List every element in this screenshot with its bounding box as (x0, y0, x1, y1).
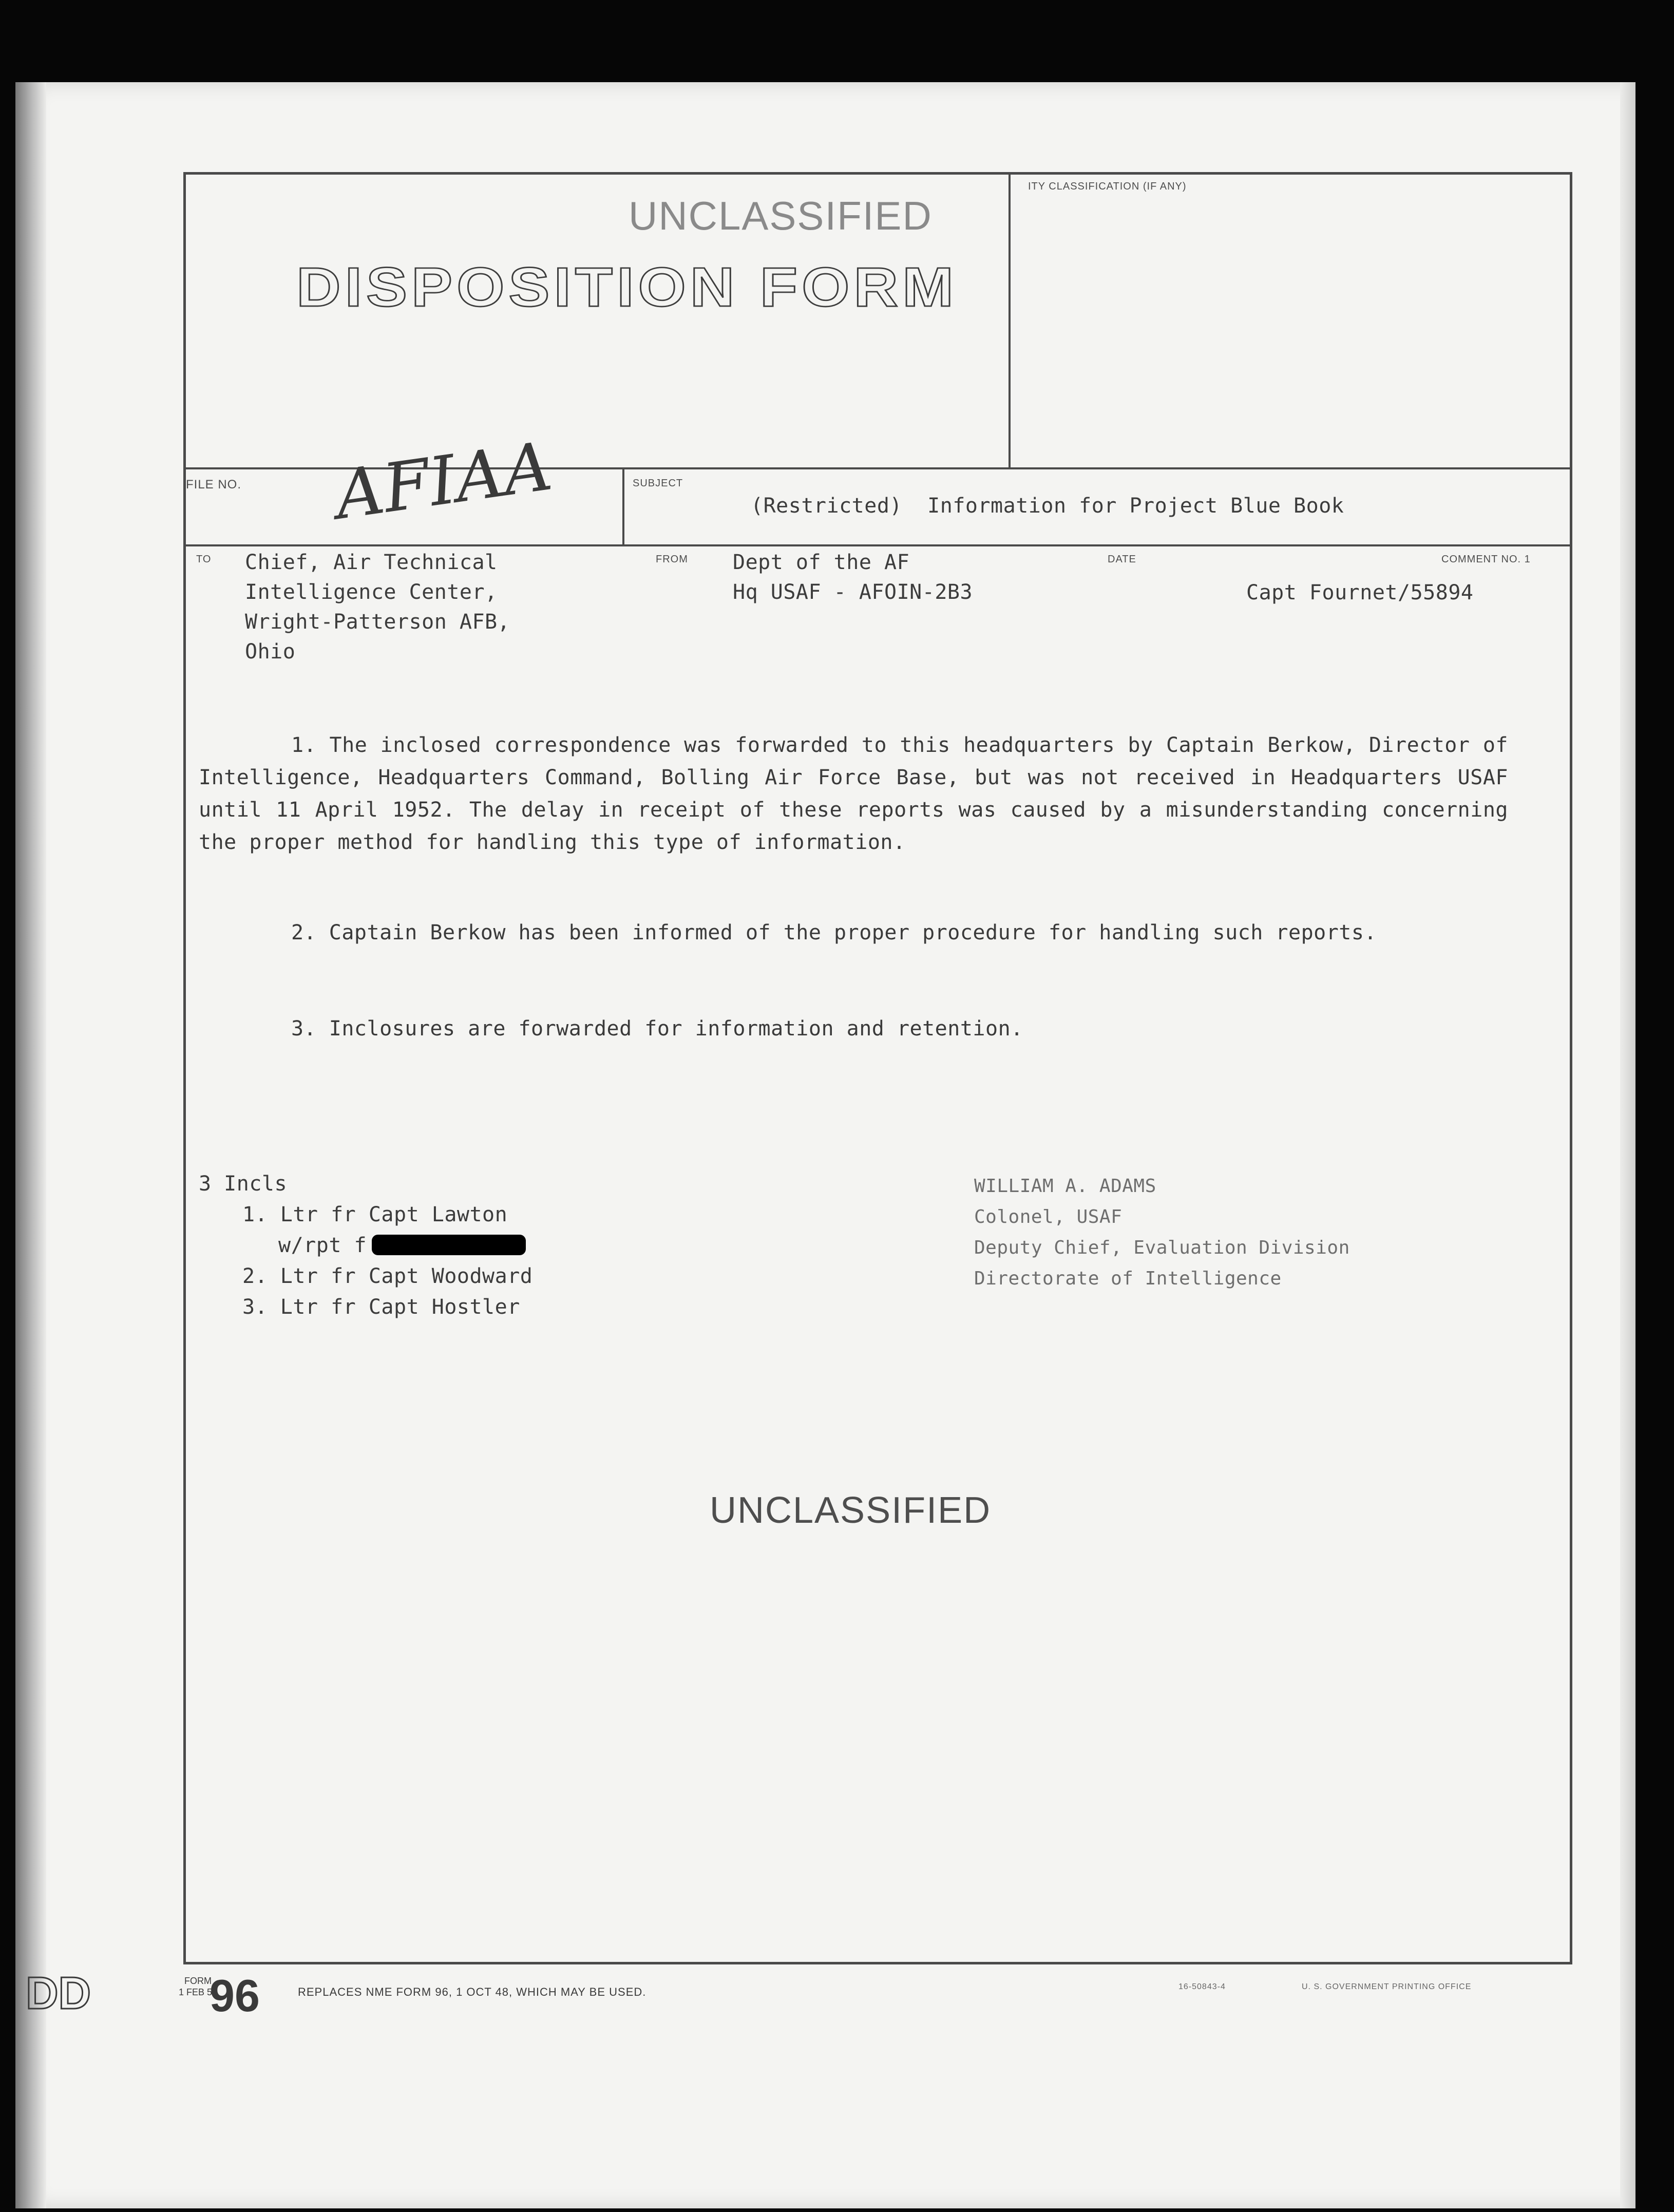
footer-printer: U. S. GOVERNMENT PRINTING OFFICE (1302, 1982, 1472, 1991)
comment-value: Capt Fournet/55894 (1246, 581, 1474, 604)
classification-stamp-bottom: UNCLASSIFIED (710, 1490, 992, 1531)
form-title: DISPOSITION FORM (296, 256, 958, 318)
signer-rank: Colonel, USAF (974, 1206, 1123, 1227)
redaction-bar (372, 1235, 526, 1255)
footer-form-date: 1 FEB 50 (179, 1987, 218, 1997)
paragraph-3: 3. Inclosures are forwarded for information and retention. (291, 1017, 1023, 1041)
file-subject-divider (622, 467, 624, 544)
to-line-1: Chief, Air Technical (245, 551, 498, 574)
file-no-value: AFIAA (330, 427, 557, 535)
signer-name: WILLIAM A. ADAMS (974, 1176, 1156, 1197)
to-label: TO (196, 554, 212, 565)
inclosure-item-1-report (278, 1230, 568, 1261)
footer-form-number: 96 (210, 1970, 260, 2021)
page-right-edge (1620, 82, 1635, 2208)
from-line-2: Hq USAF - AFOIN-2B3 (733, 580, 973, 604)
file-no-label: FILE NO. (186, 478, 242, 491)
to-line-4: Ohio (245, 640, 296, 664)
paragraph-1: 1. The inclosed correspondence was forwarded to this headquarters by Captain Berkow, Director of Intelligence, Headquarters Command, Bolling Air Force Base, but was not received in Headquarters USAF until 11 April 1952. The delay in receipt of these reports was caused by a misunderstanding concerning the proper method for handling this type of information. (199, 733, 1508, 854)
from-address (733, 547, 973, 607)
paragraph-2: 2. Captain Berkow has been informed of the proper procedure for handling such reports. (291, 921, 1377, 944)
subject-divider (186, 544, 1570, 546)
to-line-3: Wright-Patterson AFB, (245, 610, 510, 634)
inclosures-header: 3 Incls (199, 1172, 288, 1196)
page-left-edge (15, 82, 46, 2208)
to-address (245, 547, 510, 667)
form-frame (183, 172, 1572, 1964)
footer-dd-mark: DD (26, 1968, 91, 2018)
to-line-2: Intelligence Center, (245, 580, 498, 604)
inclosures-list (186, 1168, 533, 1322)
footer-replaces-note: REPLACES NME FORM 96, 1 OCT 48, WHICH MAY BE USED. (298, 1986, 646, 1998)
inclosure-item-2: 2. Ltr fr Capt Woodward (242, 1264, 533, 1288)
inclosure-item-1-report-text: w/rpt f (278, 1234, 367, 1257)
from-label: FROM (656, 554, 688, 565)
footer-print-code: 16-50843-4 (1178, 1982, 1226, 1991)
classification-stamp-top: UNCLASSIFIED (629, 193, 933, 238)
date-label: DATE (1108, 554, 1136, 565)
signer-position: Deputy Chief, Evaluation Division (974, 1237, 1350, 1258)
subject-value: (Restricted) Information for Project Blue Book (751, 494, 1344, 518)
comment-label: COMMENT NO. 1 (1441, 554, 1531, 565)
from-line-1: Dept of the AF (733, 551, 910, 574)
security-divider (1009, 175, 1011, 467)
security-classification-label: ITY CLASSIFICATION (IF ANY) (1028, 181, 1187, 192)
document-sheet (15, 82, 1635, 2208)
signature-block (974, 1171, 1350, 1294)
signer-directorate: Directorate of Intelligence (974, 1268, 1282, 1289)
inclosure-item-3: 3. Ltr fr Capt Hostler (242, 1295, 520, 1319)
footer-form-label: FORM (184, 1976, 212, 1986)
inclosure-item-1: 1. Ltr fr Capt Lawton (242, 1203, 508, 1226)
subject-label: SUBJECT (633, 478, 683, 489)
